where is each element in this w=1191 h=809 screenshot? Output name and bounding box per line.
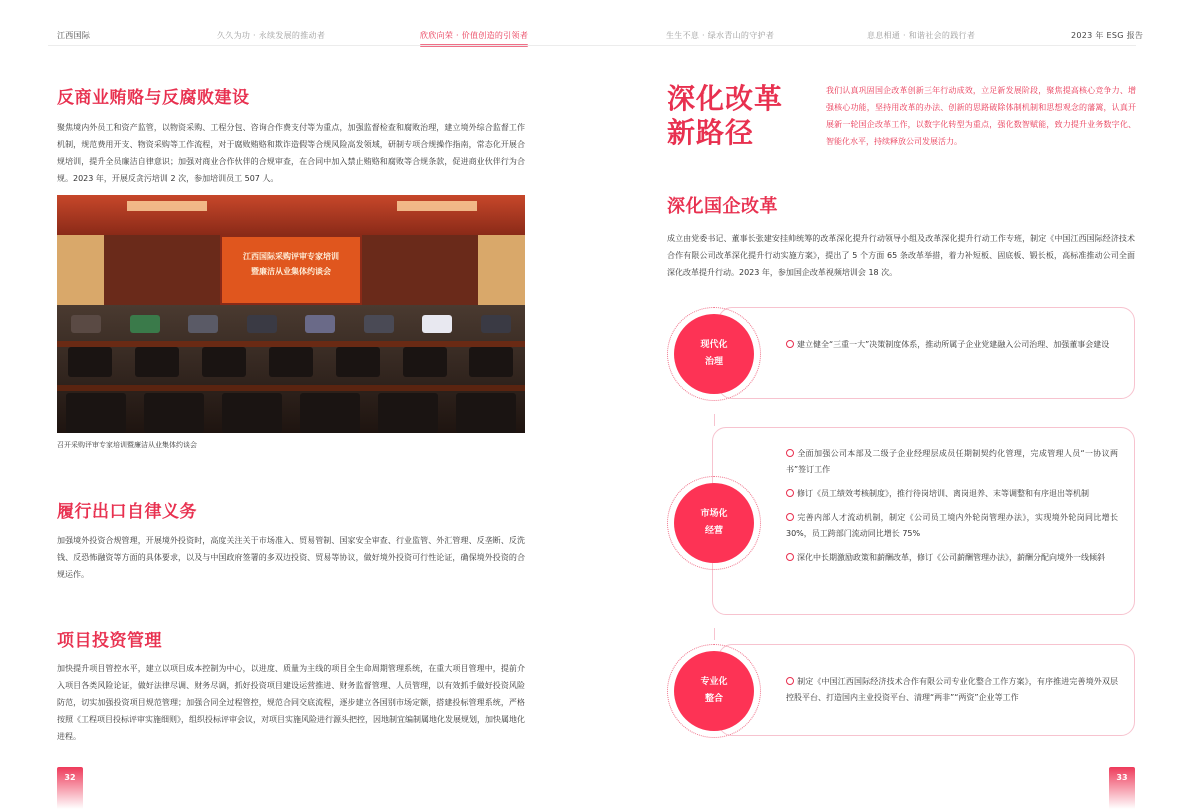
bullet-item — [786, 486, 1118, 502]
section-title-soe-reform: 深化国企改革 — [667, 196, 778, 217]
circle-bullet-icon — [786, 553, 794, 561]
badge-governance — [667, 307, 761, 401]
bullet-item — [786, 446, 1118, 478]
nav-item-value-creation[interactable]: 欣欣向荣 · 价值创造的引领者 — [420, 31, 529, 40]
photo-audience — [57, 305, 525, 433]
photo-light — [397, 201, 477, 211]
bullet-item — [786, 337, 1118, 353]
nav-item-harmonious-society[interactable]: 息息相通 · 和谐社会的践行者 — [867, 31, 976, 40]
badge-circle — [674, 314, 754, 394]
meeting-photo — [57, 195, 525, 433]
bullet-text: 全面加强公司本部及二级子企业经理层成员任期制契约化管理，完成管理人员“一协议两书”签订工作 — [786, 449, 1118, 474]
section-title-anti-bribery: 反商业贿赂与反腐败建设 — [57, 88, 250, 108]
photo-caption: 召开采购评审专家培训暨廉洁从业集体约谈会 — [57, 441, 197, 449]
badge-circle — [674, 483, 754, 563]
seat-row — [57, 393, 525, 433]
bullet-text: 建立健全“三重一大”决策制度体系，推动所属子企业党建融入公司治理、加强董事会建设 — [797, 340, 1110, 349]
market-bullets — [786, 446, 1118, 574]
nav-divider — [48, 45, 1136, 46]
bullet-text: 深化中长期激励政策和薪酬改革，修订《公司薪酬管理办法》，薪酬分配向境外一线倾斜 — [797, 553, 1105, 562]
nav-item-sustainable-development[interactable]: 久久为功 · 永续发展的推动者 — [217, 31, 326, 40]
badge-line-2: 整合 — [704, 694, 723, 704]
badge-line-2: 治理 — [704, 357, 723, 367]
bullet-item — [786, 550, 1118, 566]
section-body-soe-reform: 成立由党委书记、董事长张建安挂帅统筹的改革深化提升行动领导小组及改革深化提升行动工作专班，制定《中国江西国际经济技术合作有限公司改革深化提升行动实施方案》，提出了 5 个方面 65 条改革举措，着力补短板、固底板、锻长板，高标准推动公司全面深化改革提升行动。2023 年，参加国企改革视频培训会 18 次。 — [667, 234, 1135, 277]
circle-bullet-icon — [786, 449, 794, 457]
badge-line-1: 现代化 — [700, 340, 728, 350]
section-body-anti-bribery: 聚焦境内外员工和资产监管，以物资采购、工程分包、咨询合作费支付等为重点，加强监督检查和腐败治理，建立境外综合监督工作机制，规范费用开支、物资采购等工作流程，对于腐败贿赂和欺诈造假等合规风险高发领域，研制专项合规操作指南，常态化开展合规培训，提升全员廉洁自律意识；加强对商业合作伙伴的合规审查，在合同中加入禁止贿赂和腐败等合规条款，促进商业伙伴行为合规。2023 年，开展反贪污培训 2 次，参加培训员工 507 人。 — [57, 123, 525, 183]
bullet-text: 制定《中国江西国际经济技术合作有限公司专业化整合工作方案》，有序推进完善境外双层控股平台、打造国内主业投资平台、清理“两非”“两资”企业等工作 — [786, 677, 1118, 702]
top-navigation — [0, 0, 1191, 46]
nav-item-green-guardian[interactable]: 生生不息 · 绿水青山的守护者 — [666, 31, 775, 40]
bullet-text: 完善内部人才流动机制，制定《公司员工境内外轮岗管理办法》，实现境外轮岗同比增长 30%，员工跨部门流动同比增长 75% — [786, 513, 1118, 538]
badge-line-1: 专业化 — [700, 677, 728, 687]
bullet-item — [786, 674, 1118, 706]
badge-specialization — [667, 644, 761, 738]
chapter-title — [667, 82, 783, 150]
brand-label: 江西国际 — [57, 31, 91, 40]
chapter-intro: 我们认真巩固国企改革创新三年行动成效，立足新发展阶段，聚焦提高核心竞争力、增强核心功能，坚持用改革的办法、创新的思路破除体制机制和思想观念的藩篱，认真开展新一轮国企改革工作，以数字化转型为重点，强化数智赋能，致力提升业务数字化、智能化水平，持续释放公司发展活力。 — [826, 86, 1136, 146]
photo-light — [127, 201, 207, 211]
chapter-title-line-1: 深化改革 — [667, 82, 784, 115]
seat-row — [57, 347, 525, 377]
badge-line-2: 经营 — [704, 526, 723, 536]
badge-market — [667, 476, 761, 570]
circle-bullet-icon — [786, 677, 794, 685]
connector-line — [714, 414, 715, 426]
circle-bullet-icon — [786, 489, 794, 497]
badge-circle — [674, 651, 754, 731]
chapter-title-line-2: 新路径 — [667, 116, 755, 149]
report-title: 2023 年 ESG 报告 — [1071, 31, 1144, 40]
section-body-export-self-discipline: 加强境外投资合规管理，开展境外投资时，高度关注关于市场准入、贸易管制、国家安全审查、行业监管、外汇管理、反垄断、反洗钱、反恐怖融资等方面的具体要求，以及与中国政府签署的多双边投资、贸易等协议，做好境外投资可行性论证，确保境外投资的合规运作。 — [57, 536, 525, 579]
seat-row — [57, 315, 525, 333]
bullet-text: 修订《员工绩效考核制度》，推行待岗培训、离岗退养、末等调整和有序退出等机制 — [797, 489, 1089, 498]
page-number-right: 33 — [1109, 767, 1135, 809]
circle-bullet-icon — [786, 340, 794, 348]
connector-line — [714, 628, 715, 640]
screen-line-2: 暨廉洁从业集体约谈会 — [251, 266, 331, 276]
section-title-export-self-discipline: 履行出口自律义务 — [57, 502, 197, 522]
section-body-project-investment: 加快提升项目管控水平，建立以项目成本控制为中心，以进度、质量为主线的项目全生命周期管理系统，在重大项目管理中，提前介入项目各类风险论证，做好法律尽调、财务尽调，抓好投资项目建设运营推进、财务监督管理、人员管理，以有效抓手做好投资风险防范，切实加强投资项目规范管理；加强合同全过程管控，规范合同交底流程，逐步建立各国别市场定额，搭建投标管理系统，严格按照《工程项目投标评审实施细则》，组织投标评审会议，对项目实施风险进行源头把控，因地制宜编制属地化发展规划，加快属地化进程。 — [57, 664, 525, 741]
section-title-project-investment: 项目投资管理 — [57, 631, 162, 651]
specialization-bullets — [786, 674, 1118, 714]
photo-screen — [220, 235, 362, 305]
bullet-item — [786, 510, 1118, 542]
badge-line-1: 市场化 — [700, 509, 728, 519]
screen-line-1: 江西国际采购评审专家培训 — [243, 251, 339, 261]
desk — [57, 385, 525, 391]
page-number-left: 32 — [57, 767, 83, 809]
governance-bullets — [786, 337, 1118, 361]
circle-bullet-icon — [786, 513, 794, 521]
